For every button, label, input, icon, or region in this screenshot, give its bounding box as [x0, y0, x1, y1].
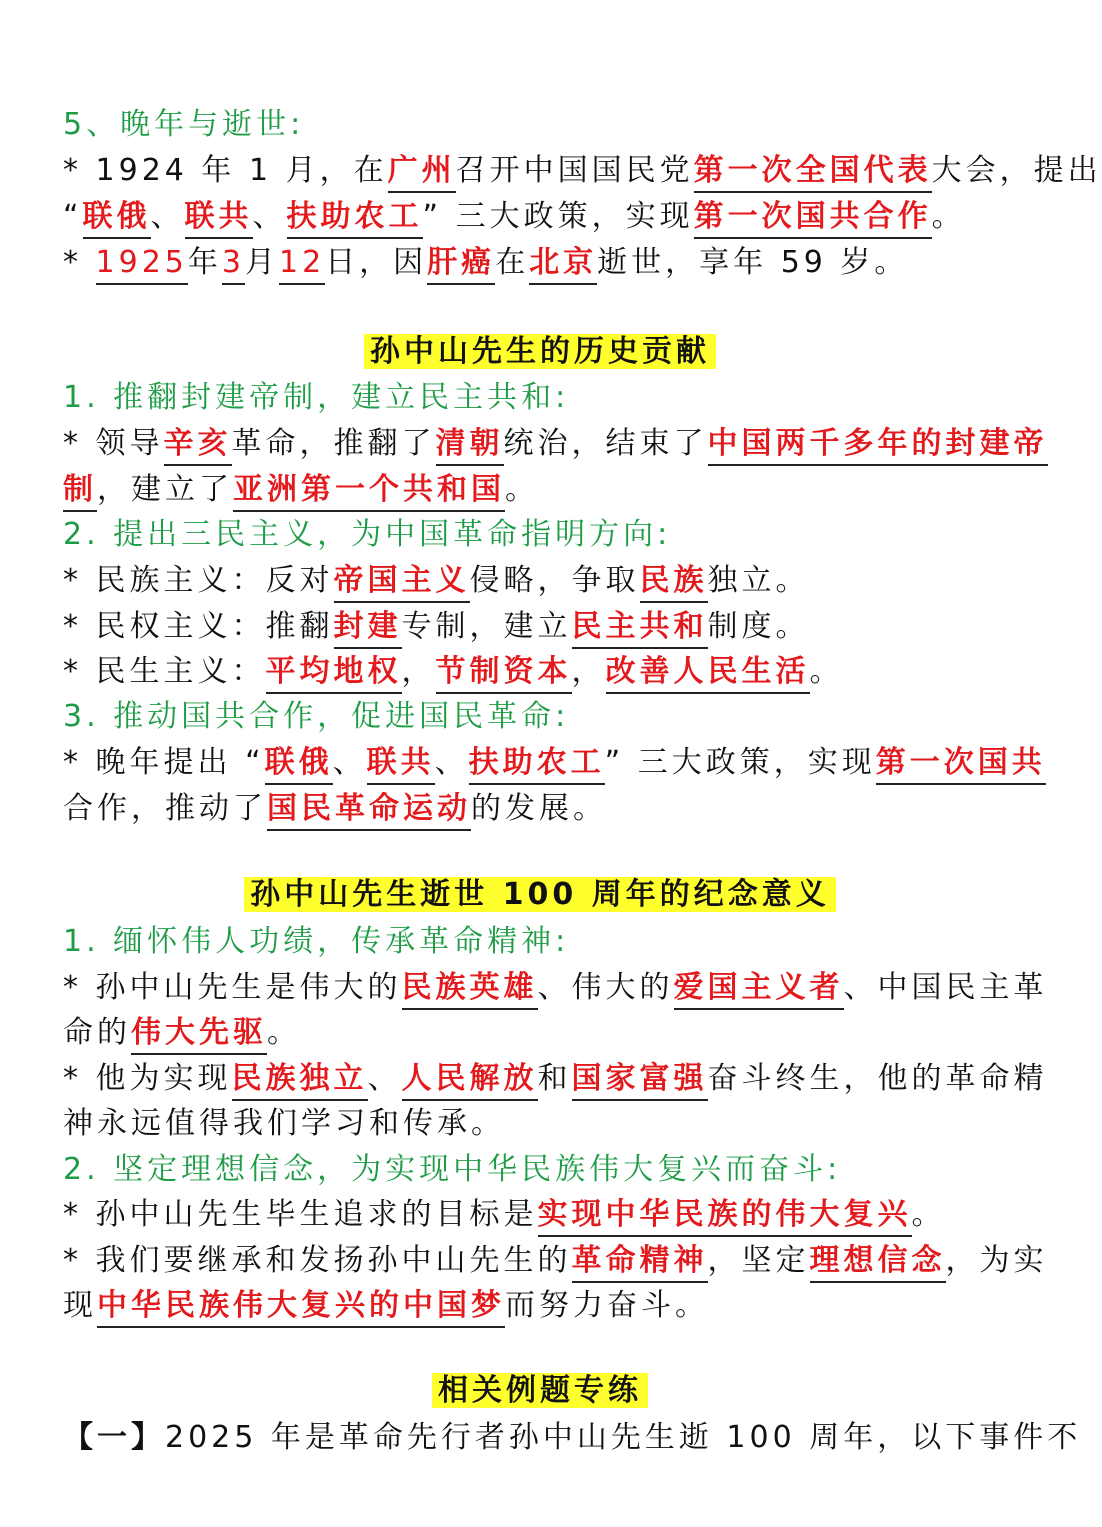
answer-blank: 3: [222, 243, 245, 285]
text: 合作，推动了: [63, 791, 267, 826]
section-title-text: 孙中山先生逝世 100 周年的纪念意义: [244, 877, 836, 912]
text: * 领导: [63, 426, 164, 461]
text: 年: [187, 245, 222, 280]
text: 大会，提出: [931, 153, 1102, 188]
text-line: [63, 1010, 1023, 1056]
text: * 我们要继承和发扬孙中山先生的: [63, 1243, 572, 1278]
text-line: [63, 558, 1023, 604]
text-line: [63, 1238, 1048, 1284]
text: 、中国民主革: [843, 970, 1048, 1005]
text-line: [63, 604, 1023, 650]
text: 。: [267, 1015, 301, 1050]
heading-remember: 1. 缅怀伟人功绩，传承革命精神:: [63, 924, 570, 959]
section-title-text: 相关例题专练: [432, 1373, 648, 1408]
text: 的发展。: [471, 791, 607, 826]
text-line: [63, 740, 1046, 786]
text: 召开中国国民党: [455, 153, 694, 188]
text-line: [63, 1056, 1048, 1102]
answer-blank: 亚洲第一个共和国: [233, 470, 505, 512]
text: 现: [63, 1288, 97, 1323]
heading-later-years: 5、晚年与逝世:: [63, 107, 305, 142]
answer-blank: 理想信念: [810, 1241, 946, 1283]
section-title-text: 孙中山先生的历史贡献: [364, 334, 716, 369]
text: 。: [809, 654, 844, 689]
text: 、伟大的: [537, 970, 674, 1005]
answer-blank: 联共: [367, 743, 435, 785]
heading-ideals: 2. 坚定理想信念，为实现中华民族伟大复兴而奋斗:: [63, 1152, 842, 1187]
answer-blank: 北京: [529, 243, 597, 285]
text: 和: [537, 1061, 572, 1096]
answer-blank: 1925: [96, 243, 188, 285]
text-line: [63, 148, 1102, 194]
answer-blank: 民族英雄: [402, 968, 538, 1010]
heading-three-principles: 2. 提出三民主义，为中国革命指明方向:: [63, 517, 672, 552]
text: * 他为实现: [63, 1061, 232, 1096]
answer-blank: 民族: [640, 561, 708, 603]
text-line: 神永远值得我们学习和传承。: [63, 1106, 505, 1141]
answer-blank: 平均地权: [266, 652, 402, 694]
text: 。: [505, 472, 539, 507]
answer-blank: 第一次全国代表: [694, 151, 932, 193]
answer-blank: 节制资本: [436, 652, 572, 694]
answer-blank: 扶助农工: [287, 197, 423, 239]
answer-blank: 联共: [185, 197, 253, 239]
text: 、: [150, 199, 185, 234]
answer-blank: 革命精神: [572, 1241, 708, 1283]
text-line: [63, 1192, 1023, 1238]
text: ，坚定: [707, 1243, 810, 1278]
text: * 晚年提出 “: [63, 745, 265, 780]
answer-blank: 中国两千多年的封建帝: [708, 424, 1048, 466]
answer-blank: 辛亥: [164, 424, 232, 466]
text: 、: [434, 745, 469, 780]
text: ” 三大政策，实现: [604, 745, 876, 780]
section-title-contributions: [0, 330, 1080, 374]
answer-blank: 中华民族伟大复兴的中国梦: [97, 1286, 505, 1328]
text-line: [63, 421, 1048, 467]
answer-blank: 爱国主义者: [674, 968, 844, 1010]
text-line: [63, 786, 1023, 832]
answer-blank: 扶助农工: [469, 743, 605, 785]
text: ，建立了: [97, 472, 233, 507]
text: 专制，建立: [401, 609, 572, 644]
text: * 民族主义：反对: [63, 563, 334, 598]
text: * 1924 年 1 月，在: [63, 153, 388, 188]
answer-blank: 联俄: [265, 743, 333, 785]
answer-blank: 国民革命运动: [267, 789, 471, 831]
text: ，: [571, 654, 606, 689]
text: 侵略，争取: [469, 563, 640, 598]
answer-blank: 民族独立: [232, 1059, 368, 1101]
answer-blank: 制: [63, 470, 97, 512]
text: *: [63, 245, 96, 280]
text: 革命，推翻了: [231, 426, 436, 461]
text: 统治，结束了: [503, 426, 708, 461]
section-title-exercises: [0, 1369, 1080, 1413]
text: 月: [245, 245, 279, 280]
text: * 孙中山先生是伟大的: [63, 970, 402, 1005]
question-text: 2025 年是革命先行者孙中山先生逝 100 周年，以下事件不: [165, 1420, 1082, 1455]
text: ，为实: [945, 1243, 1048, 1278]
answer-blank: 人民解放: [402, 1059, 538, 1101]
text: 逝世，享年 59 岁。: [597, 245, 909, 280]
text: “: [63, 199, 83, 234]
text: 。: [911, 1197, 946, 1232]
text-line: [63, 1283, 1023, 1329]
answer-blank: 伟大先驱: [131, 1013, 267, 1055]
question-number: 【一】: [63, 1420, 165, 1455]
text: ，: [401, 654, 436, 689]
text: 日，因: [325, 245, 428, 280]
section-title-commemoration: [0, 873, 1080, 917]
answer-blank: 帝国主义: [334, 561, 470, 603]
answer-blank: 第一次国共合作: [694, 197, 932, 239]
answer-blank: 第一次国共: [876, 743, 1046, 785]
heading-overthrow: 1. 推翻封建帝制，建立民主共和:: [63, 380, 570, 415]
text: 独立。: [707, 563, 810, 598]
answer-blank: 封建: [334, 607, 402, 649]
answer-blank: 民主共和: [572, 607, 708, 649]
answer-blank: 肝癌: [427, 243, 495, 285]
answer-blank: 改善人民生活: [606, 652, 810, 694]
text: ” 三大政策，实现: [422, 199, 694, 234]
answer-blank: 清朝: [436, 424, 504, 466]
text: * 民生主义：: [63, 654, 266, 689]
text: 而努力奋斗。: [505, 1288, 709, 1323]
text: * 民权主义：推翻: [63, 609, 334, 644]
text: 、: [367, 1061, 402, 1096]
text: 、: [252, 199, 287, 234]
text: 制度。: [707, 609, 810, 644]
answer-blank: 联俄: [83, 197, 151, 239]
text: 奋斗终生，他的革命精: [707, 1061, 1048, 1096]
text-line: [63, 467, 1023, 513]
answer-blank: 国家富强: [572, 1059, 708, 1101]
text: 。: [931, 199, 966, 234]
text: 、: [332, 745, 367, 780]
question-line: [63, 1415, 1082, 1461]
text-line: [63, 649, 1023, 695]
text-line: [63, 240, 1023, 286]
text-line: [63, 194, 1023, 240]
text-line: [63, 965, 1048, 1011]
answer-blank: 实现中华民族的伟大复兴: [538, 1195, 912, 1237]
text: 在: [495, 245, 530, 280]
text: * 孙中山先生毕生追求的目标是: [63, 1197, 538, 1232]
text: 命的: [63, 1015, 131, 1050]
answer-blank: 12: [279, 243, 325, 285]
heading-cooperation: 3. 推动国共合作，促进国民革命:: [63, 699, 570, 734]
answer-blank: 广州: [388, 151, 456, 193]
